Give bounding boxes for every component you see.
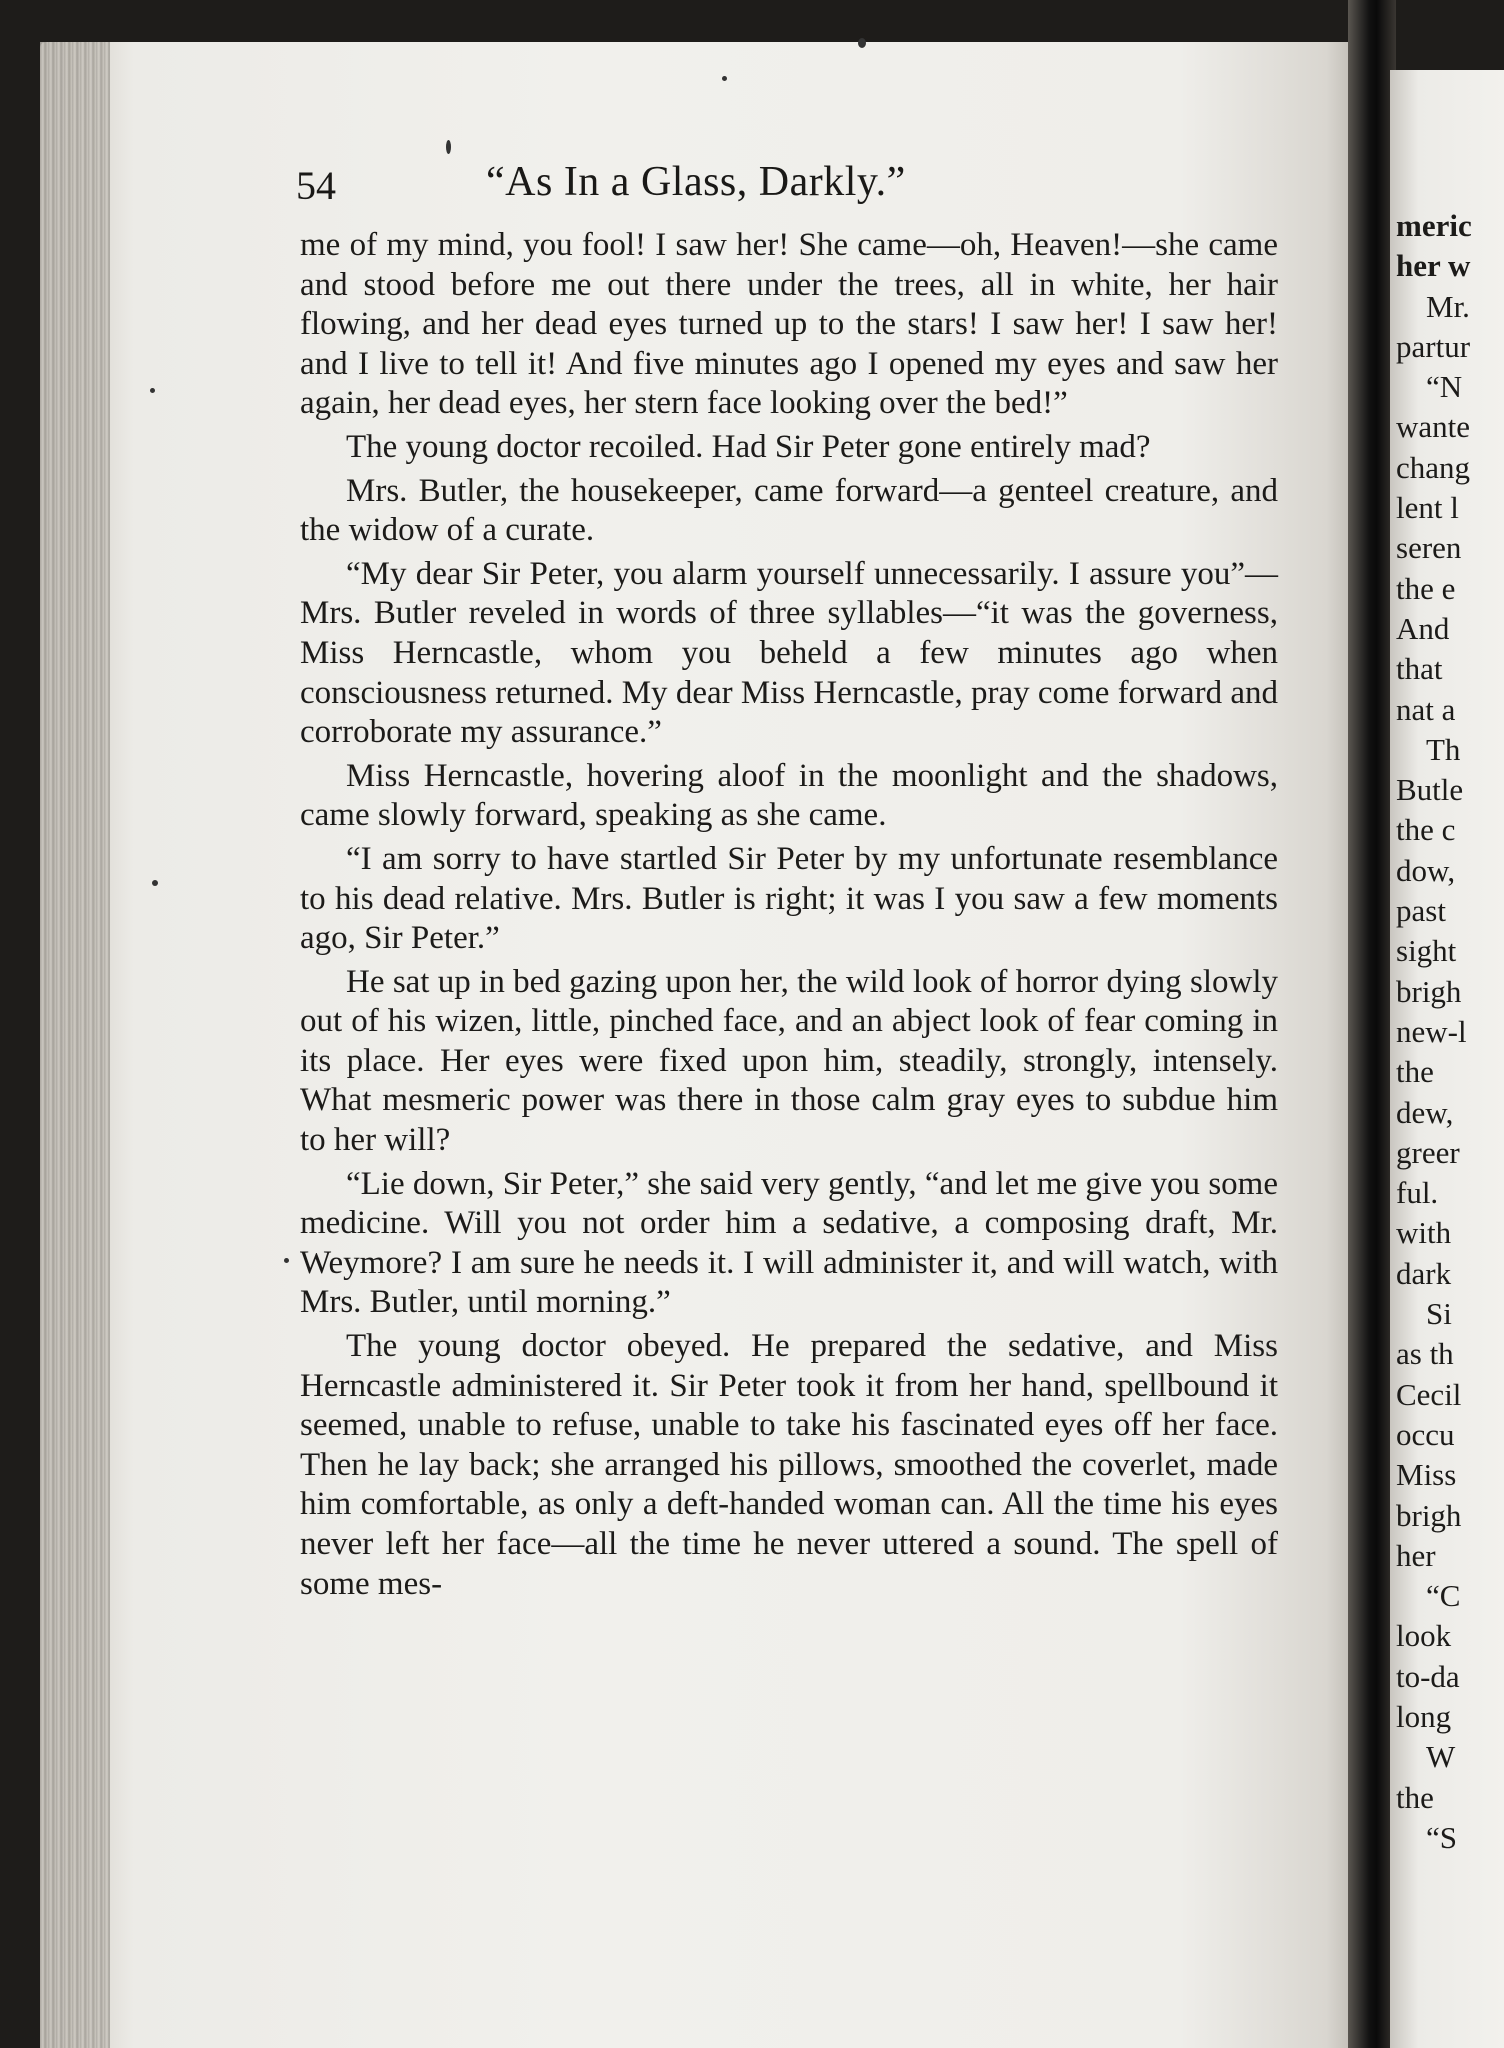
paragraph-9: The young doctor obeyed. He prepared the sedative, and Miss Herncastle administered it. Sir Peter took it from her hand, spellbound it seemed, unable to refuse, unable to take his fascinated eyes off her face. Then he lay back; she arranged his pillows, smoothed the coverlet, made him comfortable, as only a deft-handed woman can. All the time his eyes never left her face—all the time he never uttered a sound. The spell of some mes- [300, 1328, 1278, 1602]
right-page-line: meric [1396, 208, 1472, 243]
right-page-line: Si [1426, 1296, 1452, 1332]
right-page-line: as th [1396, 1336, 1454, 1372]
right-page-line: Th [1426, 731, 1461, 767]
page-edge-stack [40, 42, 110, 2048]
paragraph-6: “I am sorry to have startled Sir Peter by my unfortunate resemblance to his dead relative. Mrs. Butler is right; it was I you saw a few moments ago, Sir Peter.” [300, 840, 1278, 957]
right-page-text [1396, 206, 1504, 1858]
body-text [300, 226, 1278, 1608]
right-page-line: look [1396, 1618, 1452, 1654]
right-page-line: lent l [1396, 490, 1459, 526]
paragraph-3: Mrs. Butler, the housekeeper, came forward—a genteel creature, and the widow of a curate. [300, 472, 1278, 549]
page-header [296, 150, 1306, 220]
right-page-line: W [1426, 1739, 1456, 1775]
right-page-line: seren [1396, 530, 1462, 566]
scan-speck [284, 1258, 289, 1263]
right-page-line: the [1396, 1779, 1434, 1815]
right-page-line: nat a [1396, 691, 1456, 727]
right-page-line: to-da [1396, 1658, 1460, 1694]
scan-speck [150, 388, 155, 393]
scan-speck [446, 140, 451, 154]
right-page-line: past [1396, 893, 1446, 929]
right-page-line: sight [1396, 933, 1457, 969]
right-page-line: new-l [1396, 1013, 1467, 1049]
paragraph-1: me of my mind, you fool! I saw her! She came—oh, Heaven!—she came and stood before me out there under the trees, all in white, her hair flowing, and her dead eyes turned up to the stars! I saw her! I saw her! and I live to tell it! And five minutes ago I opened my eyes and saw her again, her dead eyes, her stern face looking over the bed!” [300, 227, 1278, 422]
right-page-line: partur [1396, 328, 1471, 364]
scan-speck [152, 880, 158, 886]
scan-speck [858, 38, 866, 48]
right-page-line: the e [1396, 570, 1456, 606]
right-page-line: Miss [1396, 1457, 1457, 1493]
right-page-line: “N [1426, 369, 1463, 405]
right-page-line: greer [1396, 1134, 1460, 1170]
right-page-line: occu [1396, 1416, 1455, 1452]
right-page-line: “C [1426, 1578, 1461, 1614]
right-page-line: her [1396, 1537, 1436, 1573]
right-page-line: Butle [1396, 772, 1464, 808]
right-page-line: the [1396, 1054, 1434, 1090]
right-page-line: with [1396, 1215, 1452, 1251]
paragraph-8: “Lie down, Sir Peter,” she said very gently, “and let me give you some medicine. Will you not order him a sedative, a composing draft, Mr. Weymore? I am sure he needs it. I will administer it, and will watch, with Mrs. Butler, until morning.” [300, 1165, 1278, 1321]
page-number: 54 [296, 163, 336, 208]
right-page-line: “S [1426, 1819, 1457, 1855]
right-page-line: wante [1396, 409, 1471, 445]
book-gutter [1348, 0, 1396, 2048]
right-page-line: dark [1396, 1255, 1452, 1291]
paragraph-2: The young doctor recoiled. Had Sir Peter gone entirely mad? [346, 428, 1151, 465]
right-page-line: that [1396, 651, 1443, 687]
paragraph-7: He sat up in bed gazing upon her, the wild look of horror dying slowly out of his wizen, little, pinched face, and an abject look of fear coming in its place. Her eyes were fixed upon him, steadily, strongly, intensely. What mesmeric power was there in those calm gray eyes to subdue him to her will? [300, 963, 1278, 1159]
paragraph-4: “My dear Sir Peter, you alarm yourself unnecessarily. I assure you”—Mrs. Butler reveled in words of three syllables—“it was the governess, Miss Herncastle, whom you beheld a few minutes ago when consciousness returned. My dear Miss Herncastle, pray come forward and corroborate my assurance.” [300, 555, 1278, 751]
paragraph-5: Miss Herncastle, hovering aloof in the moonlight and the shadows, came slowly forward, speaking as she came. [300, 757, 1278, 834]
right-page-line: And [1396, 610, 1450, 646]
right-page-line: her w [1396, 248, 1471, 284]
right-page-line: ful. [1396, 1175, 1439, 1211]
right-page-line: Cecil [1396, 1376, 1462, 1412]
right-page-line: Mr. [1426, 288, 1470, 324]
scan-speck [722, 76, 727, 81]
right-page-line: brigh [1396, 973, 1462, 1009]
right-page-line: dew, [1396, 1094, 1454, 1130]
right-page-line: the c [1396, 812, 1456, 848]
right-page-line: dow, [1396, 852, 1456, 888]
right-page-line: chang [1396, 449, 1471, 485]
right-page-line: brigh [1396, 1497, 1462, 1533]
running-title: “As In a Glass, Darkly.” [486, 159, 906, 205]
right-page-line: long [1396, 1698, 1452, 1734]
